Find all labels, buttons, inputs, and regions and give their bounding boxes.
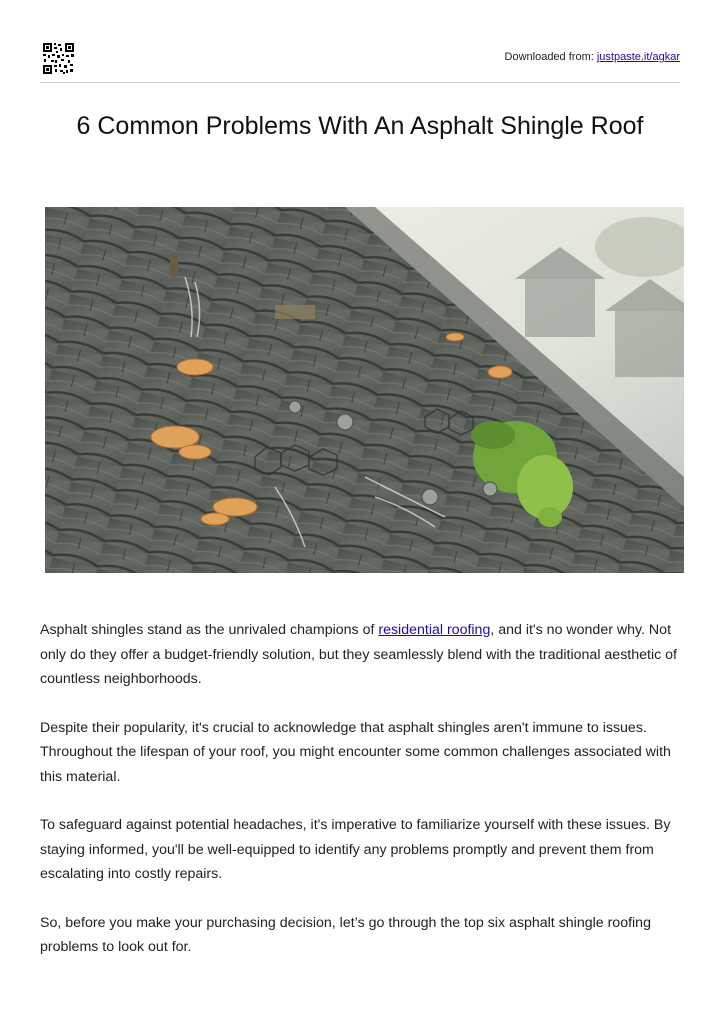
page-header — [40, 42, 680, 83]
download-source — [505, 51, 680, 63]
paragraph-issues: Despite their popularity, it's crucial to acknowledge that asphalt shingles aren't immune to issues. Throughout the lifespan of your roof, you might encounter some common challenges associated with this material. — [40, 719, 671, 785]
paragraph-intro-start: Asphalt shingles stand as the unrivaled champions of — [40, 622, 379, 638]
article-body — [40, 618, 680, 984]
paragraph-intro-end: , and it's no wonder why. Not only do they offer a budget-friendly solution, but they seamlessly blend with the traditional aesthetic of countless neighborhoods. — [40, 622, 677, 687]
paragraph-safeguard: To safeguard against potential headaches, it's imperative to familiarize yourself with these issues. By staying informed, you'll be well-equipped to identify any problems promptly and prevent them from escalating into costly repairs. — [40, 817, 671, 882]
roof-damage-illustration-icon — [45, 207, 684, 573]
source-link[interactable]: justpaste.it/agkar — [596, 51, 680, 63]
page-title: 6 Common Problems With An Asphalt Shingle Roof — [76, 112, 644, 140]
paragraph-intro — [40, 618, 680, 692]
residential-roofing-link[interactable]: residential roofing — [378, 622, 491, 638]
downloaded-label: Downloaded from: — [504, 51, 597, 63]
hero-image — [45, 207, 684, 573]
paragraph-closing: So, before you make your purchasing decision, let’s go through the top six asphalt shingle roofing problems to look out for. — [40, 914, 651, 955]
qr-code-icon[interactable] — [42, 42, 75, 75]
